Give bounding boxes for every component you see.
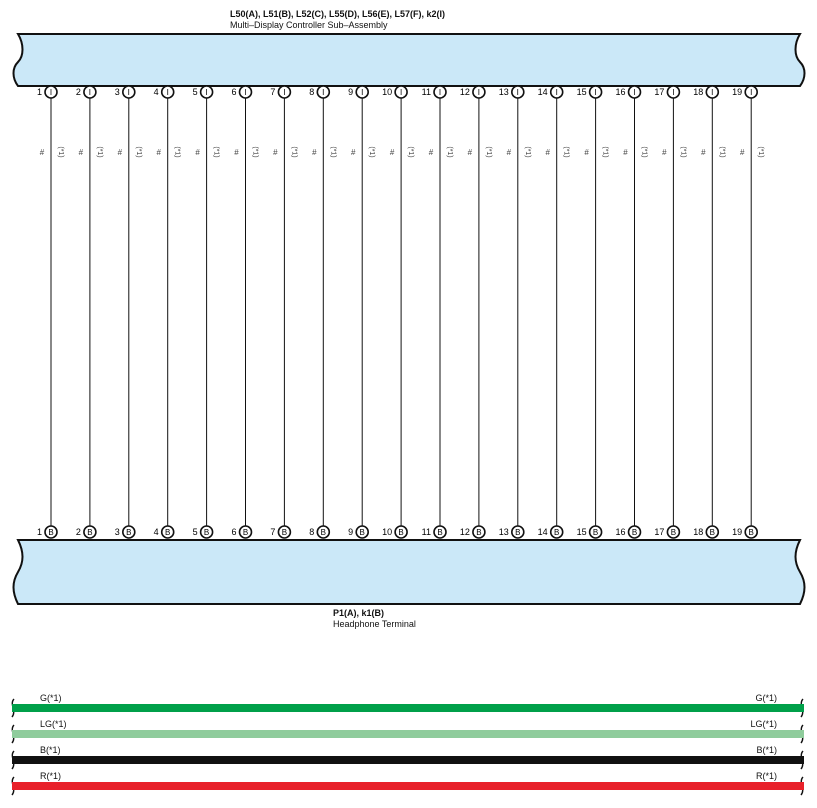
bottom-pin-letter: B [476, 528, 482, 537]
top-pin-number: 5 [192, 87, 198, 97]
legend-label-right: LG(*1) [750, 719, 777, 729]
bottom-pin-letter: B [281, 528, 288, 537]
wire-star-mark: (*1) [290, 146, 298, 158]
top-pin-letter: I [322, 88, 325, 97]
wire-hash-mark: # [506, 148, 512, 157]
top-pin-number: 4 [153, 87, 159, 97]
bottom-pin-letter: B [48, 528, 54, 537]
wire-hash-mark: # [584, 148, 589, 157]
top-connector-name: Multi–Display Controller Sub–Assembly [230, 20, 388, 30]
wire-star-mark: (*1) [601, 146, 609, 158]
legend-label-left: LG(*1) [40, 719, 67, 729]
bottom-pin-number: 4 [153, 527, 159, 537]
wire-hash-mark: # [273, 148, 278, 157]
bottom-pin-letter: B [670, 528, 677, 537]
legend-wire-bar [12, 782, 804, 790]
bottom-pin-number: 1 [36, 527, 42, 537]
top-pin-letter: I [88, 88, 92, 97]
legend-label-left: B(*1) [40, 745, 61, 755]
top-pin-letter: I [516, 88, 519, 97]
wire-star-mark: (*1) [251, 146, 259, 158]
wire-hash-mark: # [428, 148, 434, 157]
wire-hash-mark: # [467, 148, 473, 157]
wire-hash-mark: # [739, 148, 745, 157]
top-pin-number: 9 [348, 87, 354, 97]
top-pin-number: 2 [75, 87, 81, 97]
bottom-pin-letter: B [359, 528, 365, 537]
top-pin-letter: I [672, 88, 675, 97]
wire-star-mark: (*1) [640, 146, 648, 158]
bottom-pin-letter: B [165, 528, 171, 537]
bottom-pin-letter: B [631, 528, 638, 537]
bottom-pin-letter: B [87, 528, 93, 537]
bottom-pin-number: 12 [459, 527, 470, 537]
wire-hash-mark: # [350, 148, 356, 157]
wire-hash-mark: # [623, 148, 628, 157]
legend-label-right: R(*1) [755, 771, 777, 781]
bottom-connector-name: Headphone Terminal [333, 619, 416, 629]
top-connector-code: L50(A), L51(B), L52(C), L55(D), L56(E), L57(F), k2(I) [230, 9, 446, 19]
wire-star-mark: (*1) [484, 146, 492, 158]
top-pin-letter: I [594, 88, 597, 97]
top-pin-letter: I [438, 88, 442, 97]
wire-star-mark: (*1) [757, 146, 765, 158]
legend-label-right: G(*1) [755, 693, 777, 703]
wire-hash-mark: # [156, 148, 161, 157]
bottom-pin-letter: B [126, 528, 132, 537]
legend-label-right: B(*1) [756, 745, 777, 755]
wire-hash-mark: # [312, 148, 317, 157]
wire-hash-mark: # [701, 148, 706, 157]
top-pin-number: 3 [114, 87, 120, 97]
legend-wire-bar [12, 704, 804, 712]
legend-label-left: R(*1) [40, 771, 62, 781]
bottom-pin-letter: B [709, 528, 715, 537]
bottom-pin-number: 18 [693, 527, 704, 537]
top-pin-number: 13 [498, 87, 509, 97]
bottom-pin-number: 9 [348, 527, 354, 537]
top-pin-letter: I [477, 88, 481, 97]
legend-label-left: G(*1) [40, 693, 62, 703]
bottom-pin-letter: B [320, 528, 326, 537]
wire-star-mark: (*1) [368, 146, 376, 158]
wire-hash-mark: # [78, 148, 84, 157]
bottom-pin-letter: B [437, 528, 443, 537]
legend-wire-bar [12, 730, 804, 738]
bottom-connector-body [14, 540, 805, 604]
bottom-pin-number: 8 [309, 527, 315, 537]
top-connector-body [14, 34, 805, 86]
wire-star-mark: (*1) [57, 146, 64, 158]
wire-hash-mark: # [545, 148, 550, 157]
bottom-pin-letter: B [203, 528, 210, 537]
top-pin-number: 10 [382, 87, 393, 97]
top-pin-letter: I [711, 88, 714, 97]
top-pin-number: 16 [615, 87, 626, 97]
wire-star-mark: (*1) [212, 146, 220, 158]
bottom-pin-number: 15 [576, 527, 587, 537]
bottom-pin-number: 7 [270, 527, 276, 537]
bottom-pin-letter: B [748, 528, 754, 537]
bottom-pin-number: 10 [382, 527, 393, 537]
top-pin-letter: I [244, 88, 247, 97]
legend-wire-bar [12, 756, 804, 764]
bottom-pin-number: 6 [231, 527, 237, 537]
top-pin-letter: I [361, 88, 364, 97]
wire-star-mark: (*1) [523, 146, 531, 158]
top-pin-letter: I [750, 88, 753, 97]
top-pin-number: 18 [693, 87, 704, 97]
wire-hash-mark: # [662, 148, 667, 157]
bottom-pin-number: 5 [192, 527, 198, 537]
bottom-pin-number: 14 [537, 527, 548, 537]
top-pin-letter: I [205, 88, 208, 97]
bottom-pin-number: 2 [75, 527, 81, 537]
top-pin-number: 15 [576, 87, 587, 97]
top-pin-number: 11 [421, 87, 431, 97]
wire-star-mark: (*1) [446, 146, 453, 158]
wire-star-mark: (*1) [173, 146, 181, 158]
top-pin-letter: I [399, 88, 403, 97]
bottom-pin-letter: B [592, 528, 599, 537]
bottom-pin-number: 16 [615, 527, 626, 537]
bottom-pin-letter: B [515, 528, 521, 537]
top-pin-letter: I [555, 88, 558, 97]
wire-hash-mark: # [234, 148, 239, 157]
wire-star-mark: (*1) [329, 146, 337, 158]
wire-hash-mark: # [195, 148, 200, 157]
wire-hash-mark: # [389, 148, 395, 157]
bottom-pin-number: 3 [114, 527, 120, 537]
bottom-pin-number: 13 [498, 527, 509, 537]
bottom-pin-number: 11 [421, 527, 431, 537]
wire-star-mark: (*1) [134, 146, 142, 158]
wire-hash-mark: # [39, 148, 45, 157]
top-pin-letter: I [633, 88, 636, 97]
bottom-pin-letter: B [554, 528, 560, 537]
top-pin-number: 6 [231, 87, 237, 97]
top-pin-number: 14 [537, 87, 548, 97]
top-pin-letter: I [166, 88, 169, 97]
wire-star-mark: (*1) [562, 146, 570, 158]
wire-star-mark: (*1) [679, 146, 687, 158]
bottom-pin-number: 17 [654, 527, 665, 537]
top-pin-number: 1 [36, 87, 42, 97]
bottom-pin-letter: B [242, 528, 249, 537]
top-pin-letter: I [49, 88, 53, 97]
top-pin-number: 8 [309, 87, 315, 97]
top-pin-number: 7 [270, 87, 276, 97]
bottom-pin-number: 19 [732, 527, 743, 537]
top-pin-number: 17 [654, 87, 665, 97]
wire-star-mark: (*1) [718, 146, 726, 158]
bottom-pin-letter: B [398, 528, 404, 537]
wire-hash-mark: # [117, 148, 123, 157]
wire-star-mark: (*1) [407, 146, 415, 158]
top-pin-number: 12 [459, 87, 470, 97]
top-pin-letter: I [127, 88, 130, 97]
wire-star-mark: (*1) [95, 146, 103, 158]
bottom-connector-code: P1(A), k1(B) [333, 608, 385, 618]
top-pin-number: 19 [732, 87, 743, 97]
top-pin-letter: I [283, 88, 286, 97]
